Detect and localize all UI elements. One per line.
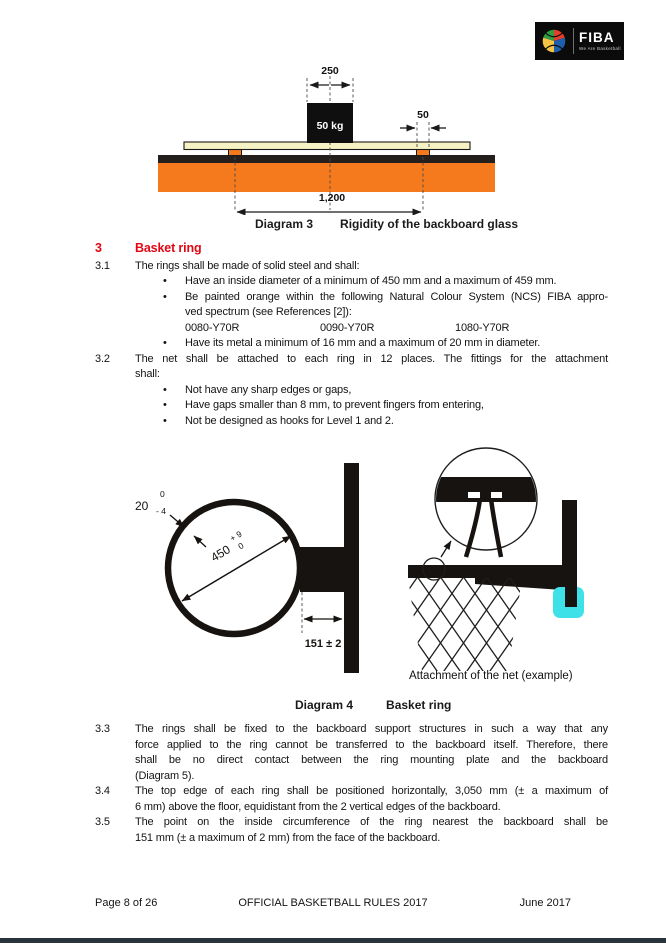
rule-3-5 xyxy=(95,815,608,846)
net-mesh xyxy=(400,575,530,675)
rules-block-1 xyxy=(95,241,608,429)
basket-ring-side xyxy=(408,565,577,578)
thickness-dim-label xyxy=(135,489,166,516)
bullet-text: Be painted orange within the following Natural Colour System (NCS) FIBA appro- xyxy=(185,290,608,303)
diagram4-caption-number: Diagram 4 xyxy=(295,698,354,712)
bullet-item xyxy=(135,290,608,306)
bullet-text: ved spectrum (see References [2]): xyxy=(185,306,352,318)
svg-text:0: 0 xyxy=(160,489,165,499)
fiba-basketball-icon xyxy=(539,26,569,56)
rule-text-line: The net shall be attached to each ring in 12 places. The fittings for the attachment xyxy=(135,352,608,365)
rule-text-line: 151 mm (± a maximum of 2 mm) from the face of the backboard. xyxy=(135,831,441,844)
rule-3-3 xyxy=(95,722,608,784)
rule-number: 3.5 xyxy=(95,816,110,828)
bottom-accent-bar xyxy=(0,938,666,943)
bullet-text: Have an inside diameter of a minimum of 450 mm and a maximum of 459 mm. xyxy=(185,275,557,287)
bullet-text: Have gaps smaller than 8 mm, to prevent fingers from entering, xyxy=(185,399,484,411)
svg-text:- 4: - 4 xyxy=(156,506,166,516)
rule-number: 3.1 xyxy=(95,259,110,272)
dim-50-label: 50 xyxy=(417,109,429,121)
dim-250-label: 250 xyxy=(321,65,339,77)
bracket-foot xyxy=(565,585,577,607)
basket-ring-front xyxy=(168,502,300,634)
bullet-item xyxy=(135,414,608,430)
rule-number: 3.3 xyxy=(95,723,110,735)
rule-text-line: The top edge of each ring shall be positioned horizontally, 3,050 mm (± a maximum of xyxy=(135,785,608,797)
footer-date: June 2017 xyxy=(519,897,571,909)
diameter-dim-label xyxy=(206,529,250,567)
ncs-code: 1080-Y70R xyxy=(455,321,510,334)
svg-text:20: 20 xyxy=(135,499,149,513)
bullet-marker: • xyxy=(163,290,167,303)
callout-arrow xyxy=(441,541,451,557)
diameter-arrow xyxy=(182,536,291,601)
backboard-edge-view xyxy=(344,463,359,673)
rule-number: 3.4 xyxy=(95,785,110,797)
dim-1200-label: 1,200 xyxy=(318,192,346,204)
rule-3-2 xyxy=(95,352,608,430)
section-heading xyxy=(95,241,608,257)
logo-brand-text: FIBA xyxy=(579,30,615,45)
rule-text-line: (Diagram 5). xyxy=(135,769,195,782)
rule-number: 3.2 xyxy=(95,352,110,365)
diagram3-figure xyxy=(150,60,570,215)
ring-mounting-plate xyxy=(300,547,344,592)
rule-3-1 xyxy=(95,259,608,352)
bullet-marker: • xyxy=(163,275,167,287)
backboard-glass xyxy=(184,142,470,150)
bullet-item xyxy=(135,398,608,414)
ncs-code: 0080-Y70R xyxy=(185,321,240,334)
logo-divider xyxy=(573,28,574,54)
bullet-marker: • xyxy=(163,337,167,349)
footer-page-number: Page 8 of 26 xyxy=(95,897,158,909)
section-title: Basket ring xyxy=(135,241,202,255)
bullet-text: Have its metal a minimum of 16 mm and a maximum of 20 mm in diameter. xyxy=(185,337,541,349)
base-top-strip xyxy=(158,155,495,163)
bullet-item xyxy=(135,336,608,352)
page-footer xyxy=(0,897,666,913)
rule-text-line: 6 mm) above the floor, equidistant from the 2 vertical edges of the backboard. xyxy=(135,800,501,813)
diagram4-caption xyxy=(295,698,451,712)
diagram3-caption-title: Rigidity of the backboard glass xyxy=(340,217,519,231)
diagram3-caption xyxy=(255,217,518,231)
weight-label: 50 kg xyxy=(316,120,344,132)
logo-tagline: We Are Basketball xyxy=(579,46,621,51)
bullet-item xyxy=(135,383,608,399)
diagram3-caption-number: Diagram 3 xyxy=(255,217,314,231)
backboard-test-base xyxy=(158,162,495,192)
bullet-item-continuation xyxy=(135,305,608,321)
svg-text:+ 9: + 9 xyxy=(228,528,244,544)
bullet-text: Not be designed as hooks for Level 1 and 2. xyxy=(185,414,394,427)
rules-block-2 xyxy=(95,722,608,846)
diagram4-caption-title: Basket ring xyxy=(386,698,452,712)
fiba-logo xyxy=(535,22,624,60)
footer-document-title: OFFICIAL BASKETBALL RULES 2017 xyxy=(238,897,428,909)
diagram4-figure xyxy=(130,445,610,695)
section-number: 3 xyxy=(95,241,102,255)
rule-text-line: The rings shall be fixed to the backboard support structures in such a way that any xyxy=(135,723,608,735)
ncs-spectrum-row xyxy=(135,321,608,337)
rule-text-line: The point on the inside circumference of the ring nearest the backboard shall be xyxy=(135,816,608,828)
rule-text-line: force applied to the ring cannot be transferred to the backboard itself. Therefore, there xyxy=(135,738,608,751)
bullet-item xyxy=(135,274,608,290)
magnifier-detail xyxy=(434,477,538,502)
ring-bracket xyxy=(562,500,577,578)
rule-3-4 xyxy=(95,784,608,815)
bullet-text: Not have any sharp edges or gaps, xyxy=(185,383,352,396)
svg-text:450: 450 xyxy=(208,542,233,565)
bullet-marker: • xyxy=(163,383,167,396)
rule-text-line: shall: xyxy=(135,368,160,380)
rule-text-line: The rings shall be made of solid steel and shall: xyxy=(135,259,360,272)
svg-text:0: 0 xyxy=(236,540,246,552)
rule-text-line: shall be no direct contact between the ring mounting plate and the backboard xyxy=(135,754,608,766)
net-attachment-caption: Attachment of the net (example) xyxy=(409,670,573,682)
offset-dim-label: 151 ± 2 xyxy=(304,638,342,650)
bullet-marker: • xyxy=(163,414,167,427)
ncs-code: 0090-Y70R xyxy=(320,321,375,334)
bullet-marker: • xyxy=(163,399,167,411)
